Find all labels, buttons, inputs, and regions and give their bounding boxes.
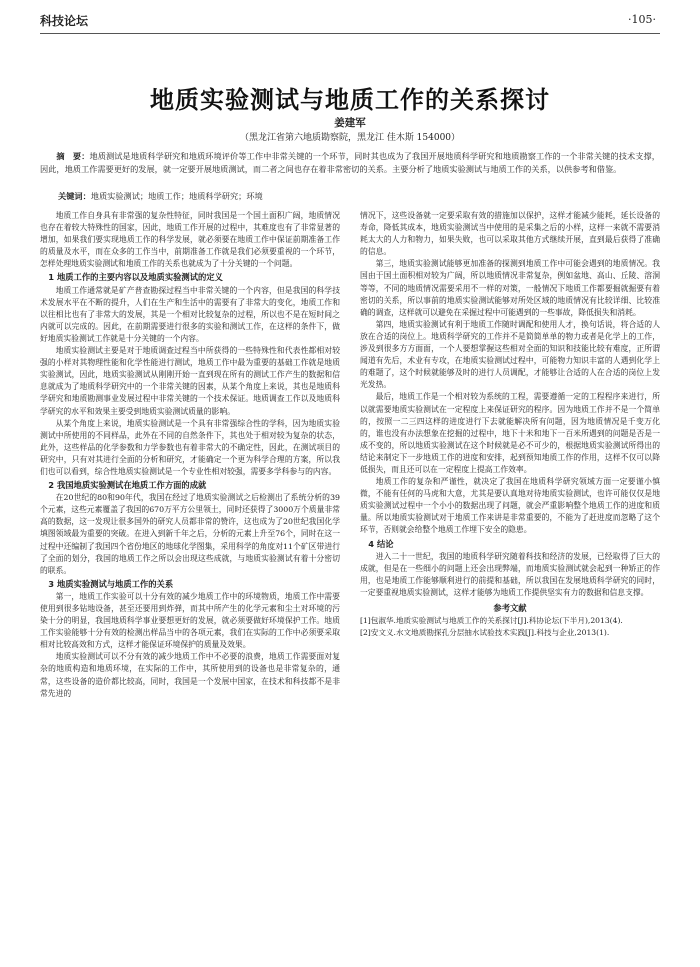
keywords-text: 地质实验测试；地质工作；地质科学研究；环境 [90,191,263,201]
abstract-text: 地质测试是地质科学研究和地质环境评价等工作中非常关键的一个环节，同时其也成为了我国开展地质科学研究和地质勘察工作的一个非常关键的技术支撑，因此，地质工作需要更好的发展，就一定要开展地质测试，而二者之间也存在着非常密切的关系。主要分析了地质实验测试与地质工作的关系，以供参考和借鉴。 [40,151,660,174]
author-affiliation: （黑龙江省第六地质勘察院，黑龙江 佳木斯 154000） [239,133,461,143]
author-name: 姜建军 [334,117,366,129]
section-heading: 3 地质实验测试与地质工作的关系 [48,578,174,589]
paragraph: 在20世纪的80和90年代，我国在经过了地质实验测试之后检测出了系统分析的39个元素，这些元素覆盖了我国的670万平方公里领土，同时还获得了3000万个质量非常高的数据，这一发现让很多国外的研究人员都非常的赞许，这也成为了20世纪我国化学填图领域最为重要的突破。在进入到新千年之后，分析的元素上升至76个，同时在这一过程中还编制了我国四个省份地区的地球化学图集，采用科学的角度对11个矿区带进行了全面的划分，我国的地质工作之所以会出现这些成就，与地质实验测试有着十分密切的联系。 [40,493,340,575]
paragraph: 地质工作通常就是矿产普查勘探过程当中非常关键的一个内容，但是我国的科学技术发展水平在不断的提升，人们在生产和生活中的需要有了非常大的变化，地质工作和以往相比也有了非常大的发展，其是一个相对比较复杂的过程，所以也不是在短时间之内就可以完成的。因此，在前期需要进行很多的实验和测试工作，在这样的条件下，做好地质实验测试工作就是十分关键的一个内容。 [40,285,340,343]
paragraph: 地质实验测试主要是对于地质调查过程当中所获得的一些特殊性和代表性都相对较强的小样对其物理性能和化学性能进行测试，地质工作中最为重要的基础工作就是地质实验测试，因此，地质实验测试从刚刚开始一直到现在所有的测试工作产生的数据和信息就成为了地质科学研究中的一个非常关键的因素，从某个角度上来说，其也是地质科学研究和地质勘测事业发展过程中非常关键的一个技术保证。地质调查工作以及地质科学研究的水平和效果主要受到地质实验测试质量的影响。 [40,346,340,416]
paragraph: 地质工作自身具有非常强的复杂性特征，同时我国是一个国土面积广阔，地质情况也存在着较大特殊性的国家，因此，地质工作开展的过程中，其难度也有了非常显著的增加，如果我们要实现地质工作的科学发展，就必须要在地质工作中保证前期准备工作的质量及水平，而在众多的工作当中，前期准备工作就是我们必须要重视的一个环节，怎样处理地质实验测试和地质工作的关系也就成为了十分关键的一个问题。 [40,211,340,269]
section-heading: 4 结论 [368,538,394,549]
abstract [40,150,660,175]
paragraph: 地质工作的复杂和严谨性，就决定了我国在地质科学研究领域方面一定要谨小慎微，不能有任何的马虎和大意，尤其是要认真地对待地质实验测试，也许可能仅仅是地质实验测试过程中一个小小的数据出现了问题，就会严重影响整个地质工作的进度和质量。所以地质实验测试对于地质工作来讲是非常重要的，不能为了赶进度而忽略了这个环节，否则就会给整个地质工作埋下安全的隐患。 [360,477,660,535]
header-rule [40,33,660,34]
left-column [40,210,340,700]
article-title: 地质实验测试与地质工作的关系探讨 [150,86,550,114]
paragraph: 第三，地质实验测试能够更加准备的探测到地质工作中可能会遇到的地质情况。我国由于国土面积相对较为广阔，所以地质情况非常复杂，例如盆地、高山、丘陵、溶洞等等，不同的地质情况需要采用不一样的对策，一般情况下地质工作都要掘就掘要有着密切的关系，所以事前的地质实验测试能够对所处区域的地质情况有比较详细、比较准确的调查，这样就可以避免在采掘过程中可能遇到的一些事故，降低损失和消耗。 [360,259,660,317]
paragraph: 进入二十一世纪，我国的地质科学研究随着科技和经济的发展，已经取得了巨大的成就，但是在一些细小的问题上还会出现弊端，而地质实验测试就会起到一种矫正的作用，也是地质工作能够顺利进行的前提和基础，所以我国在发展地质科学研究的同时，一定要重视地质实验测试，这样才能够为地质工作提供坚实有力的数据和信息支撑。 [360,551,660,597]
keywords-label: 关键词： [58,191,91,201]
paragraph: 情况下，这些设备就一定要采取有效的措施加以保护，这样才能减少能耗，延长设备的寿命，降低其成本，地质实验测试当中使用的是采集之后的小样，这样一来就不需要消耗太大的人力和物力，如果失败，也可以采取其他方式继续开展，直到最后获得了准确的信息。 [360,211,660,257]
section-heading: 2 我国地质实验测试在地质工作方面的成就 [48,480,207,491]
paragraph: 最后，地质工作是一个相对较为系统的工程，需要遵循一定的工程程序来进行，所以就需要地质实验测试在一定程度上来保证研究的程序。因为地质工作并不是一个简单的，按照一二三四这样的进度进行下去就能解决所有问题，因为地质情况是千变万化的，谁也没有办法想象在挖掘的过程中，地下十米和地下一百米所遇到的问题是否是一成不变的，所以地质实验测试在这个时候就是必不可少的，根据地质实验测试所得出的结论来制定下一步地质工作的进度和安排，起到预知地质工作的作用，这样不仅可以降低损失，而且还可以在一定程度上提高工作效率。 [360,392,660,474]
page-number: ·105· [628,13,656,26]
paragraph: 从某个角度上来说，地质实验测试是一个具有非常强综合性的学科，因为地质实验测试中所使用的不同样品，此外在不同的自然条件下，其也处于相对较为复杂的状态，此外，这些样品的化学参数和力学参数也有着非常大的不确定性，因此，在测试项目的研究中，只有对其进行全面的分析和研究，才能确定一个更为科学合理的方案，所以我们也可以看到，综合性地质实验测试是一个专业性相对较强，需要多学科参与的内容。 [40,418,340,476]
reference-item: [2]安文义.水文地质勘探孔分层抽水试验技术实践[J].科技与企业,2013(1). [360,627,610,637]
abstract-label: 摘 要： [56,151,90,161]
paragraph: 地质实验测试可以不分有效的减少地质工作中不必要的浪费，地质工作需要面对复杂的地质构造和地质环境，在实际的工作中，其所使用到的设备也是非常复杂的，通常，这些设备的造价都比较高，同时，我国是一个发展中国家，在技术和科技都不是非常先进的 [40,652,340,698]
section-heading: 1 地质工作的主要内容以及地质实验测试的定义 [48,272,223,283]
journal-name: 科技论坛 [40,14,89,28]
keywords [58,190,660,202]
references-heading: 参考文献 [493,603,527,613]
reference-item: [1]包淑华.地质实验测试与地质工作的关系探讨[J].科协论坛(下半月),2013(4). [360,616,623,626]
paragraph: 第一，地质工作实验可以十分有效的减少地质工作中的环境物质，地质工作中需要使用到很多钻地设备，甚至还要用到炸弹，而其中所产生的化学元素和尘土对环境的污染十分的明显，我国地质科学事业要想更好的发展，就必须要做好环境保护工作。地质工作实验能够十分有效的检测出样品当中的各项元素，我们在实际的工作中必须要采取相对比较高效和方式，这样才能保证环境保护的质量及效果。 [40,591,340,650]
right-column [360,210,660,638]
paragraph: 第四，地质实验测试有利于地质工作随时调配和使用人才，换句话说，将合适的人放在合适的岗位上。地质科学研究的工作并不是简简单单的物力或者是化学上的工作，涉及到很多方方面面，一个人要想掌握这些相对全面的知识和技能比较有难度，正所谓闻道有先后，术业有专攻，在地质实验测试过程中，可能物力知识丰富的人遇到化学上的难题了，这个时候就能够及时的进行人员调配，才能够让合适的人在合适的岗位上发光发热。 [360,319,660,390]
